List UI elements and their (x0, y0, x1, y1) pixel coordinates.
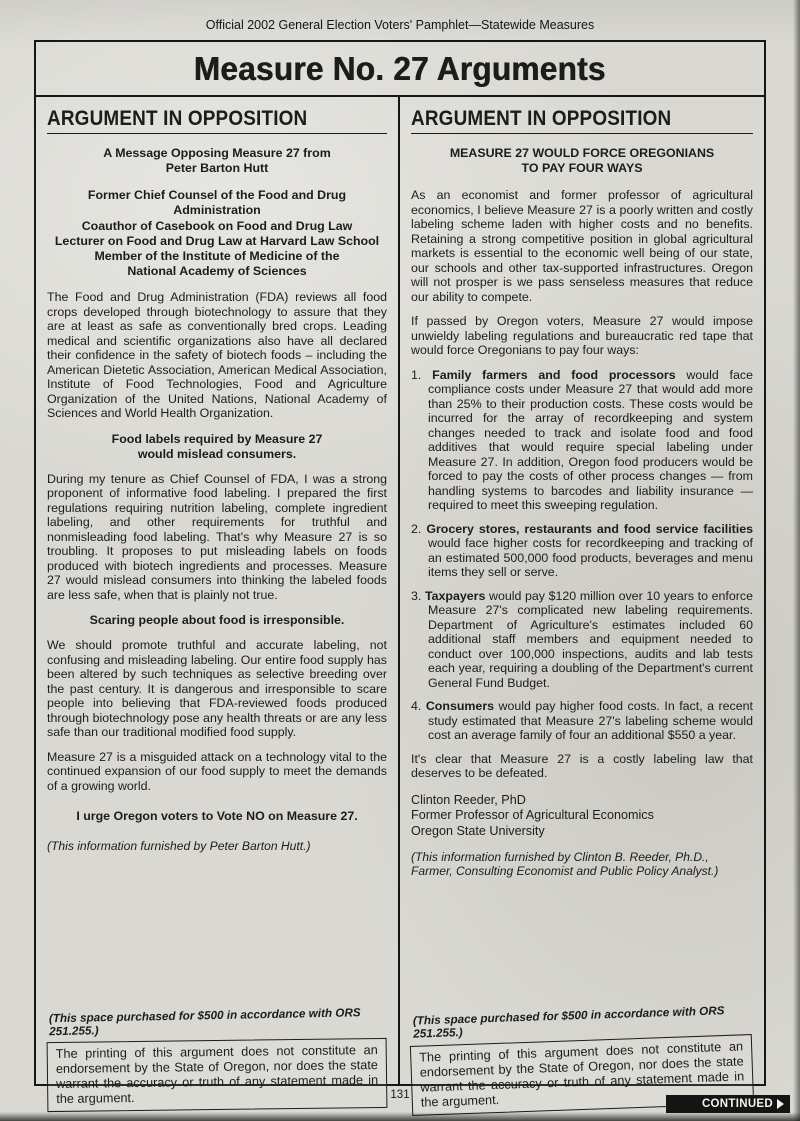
list-item (411, 589, 753, 691)
continued-arrow-icon (777, 1099, 784, 1109)
list-text: would pay higher food costs. In fact, a recent study estimated that Measure 27's labeling scheme would cost an average family of four an additional $550 a year. (428, 699, 753, 743)
heading-rule-left (47, 133, 387, 134)
author-credentials (47, 188, 387, 279)
disclaimer-text: The printing of this argument does not constitute an endorsement by the State of Oregon, nor does the state warrant the accuracy or truth of any statement made in the argument. (419, 1039, 745, 1110)
list-item (411, 368, 753, 513)
message-title-line1: A Message Opposing Measure 27 from (103, 146, 331, 160)
page-number: 131 (390, 1089, 410, 1101)
paragraph: If passed by Oregon voters, Measure 27 would impose unwieldy labeling regulations and bureaucratic red tape that would force Oregonians to pay four ways: (411, 314, 753, 358)
scan-edge-bottom (0, 1112, 800, 1121)
list-text: would face higher costs for recordkeeping and tracking of an estimated 500,000 food products, beverages and menu items they sell or serve. (428, 536, 753, 580)
paragraph: We should promote truthful and accurate labeling, not confusing and misleading labeling. Our entire food supply has been altered by such techniques as selective breeding over the past century. It is dangerous and irresponsible to scare people into believing that FDA-reviewed foods produced through biotechnology pose any health threats or are any less safe than our traditional modified food supply. (47, 638, 387, 740)
signature-title: Former Professor of Agricultural Economics (411, 808, 654, 823)
list-number: 4. (411, 699, 422, 714)
continued-label: CONTINUED (701, 1098, 773, 1110)
continued-bar (666, 1095, 790, 1113)
section-heading-line1: Food labels required by Measure 27 (111, 431, 323, 446)
paragraph: Measure 27 is a misguided attack on a technology vital to the continued expansion of our food supply to meet the demands of a growing world. (47, 749, 387, 793)
list-text: would pay $120 million over 10 years to enforce Measure 27's complicated new labeling requirements. Department of Agriculture's estimates included 60 additional staff members and equipment needed to conduct over 100,000 inspections, audits and lab tests each year, requiring a doubling of the Department's current General Fund Budget. (428, 588, 753, 690)
left-bottom-block (47, 1006, 387, 1110)
paragraph: During my tenure as Chief Counsel of FDA, I was a strong proponent of informative food labeling. I prepared the first regulations requiring nutrition labeling, complete ingredient labeling, and other requirements for truthful and nonmisleading food labeling. That's why Measure 27 is so troubling. It proposes to put misleading labels on foods produced with biotech ingredients and processes. Measure 27 would mislead consumers into thinking the labeled foods are less safe, when that is plainly not true. (47, 471, 387, 602)
argument-heading-right (411, 106, 753, 131)
section-heading: Scaring people about food is irresponsible. (89, 613, 345, 628)
disclaimer-text: The printing of this argument does not constitute an endorsement by the State of Oregon, nor does the state warrant the accuracy or truth of any statement made in the argument. (55, 1043, 379, 1106)
credential-line: National Academy of Sciences (127, 263, 307, 278)
argument-heading-right-text: ARGUMENT IN OPPOSITION (411, 106, 672, 130)
list-lead: Taxpayers (424, 588, 486, 603)
signature-block (411, 793, 753, 840)
pamphlet-header: Official 2002 General Election Voters' Pamphlet—Statewide Measures (205, 18, 595, 32)
section-title (411, 146, 753, 176)
paragraph: The Food and Drug Administration (FDA) reviews all food crops developed through biotechnology to assure that they are at least as safe as conventionally bred crops. Leading medical and scientific organizations also have all declared their confidence in the safety of biotech foods – including the American Dietetic Association, American Medical Association, Institute of Food Technologies, Food and Agriculture Organization of the United Nations, National Academy of Sciences and World Health Organization. (47, 290, 387, 420)
list-number: 1. (411, 367, 422, 382)
signature-org: Oregon State University (411, 823, 545, 838)
paragraph: It's clear that Measure 27 is a costly labeling law that deserves to be defeated. (411, 751, 753, 781)
author-name: Peter Barton Hutt (165, 161, 269, 176)
furnished-note: (This information furnished by Clinton B. Reeder, Ph.D., Farmer, Consulting Economist and Public Policy Analyst.) (411, 849, 719, 879)
argument-heading-left-text: ARGUMENT IN OPPOSITION (47, 106, 308, 130)
list-number: 3. (411, 588, 422, 603)
signature-name: Clinton Reeder, PhD (411, 792, 526, 807)
scan-edge-right (793, 0, 800, 1121)
credential-line: Member of the Institute of Medicine of the (94, 248, 340, 263)
credential-line: Former Chief Counsel of the Food and Drug Administration (87, 188, 347, 218)
urge-line: I urge Oregon voters to Vote NO on Measure 27. (76, 809, 358, 824)
section-title-line1: MEASURE 27 WOULD FORCE OREGONIANS (449, 146, 715, 160)
measure-title-bar (36, 42, 764, 97)
purchase-note: (This space purchased for $500 in accordance with ORS 251.255.) (412, 1004, 725, 1041)
purchase-note: (This space purchased for $500 in accordance with ORS 251.255.) (48, 1006, 361, 1039)
argument-heading-left (47, 106, 387, 131)
list-lead: Grocery stores, restaurants and food service facilities (426, 521, 753, 536)
credential-line: Lecturer on Food and Drug Law at Harvard Law School (54, 233, 380, 248)
section-title-line2: TO PAY FOUR WAYS (521, 161, 643, 176)
disclaimer-box (47, 1038, 388, 1112)
section-heading (47, 432, 387, 462)
section-heading-line2: would mislead consumers. (137, 446, 297, 461)
furnished-note: (This information furnished by Peter Barton Hutt.) (47, 838, 311, 853)
list-number: 2. (411, 521, 422, 536)
message-title (47, 146, 387, 176)
credential-line: Coauthor of Casebook on Food and Drug Law (81, 218, 353, 233)
list-lead: Consumers (425, 699, 495, 714)
list-item (411, 699, 753, 743)
list-text: would face compliance costs under Measure 27 that would add more than 25% to their production costs. These costs would be incurred for the array of recordkeeping and system changes needed to track and isolate food and food additives that would require special labeling under Measure 27. In addition, Oregon food producers would be forced to pay the costs of other process changes — from handling systems to barcodes and liability insurance — required to meet this sweeping regulation. (428, 367, 753, 513)
measure-title: Measure No. 27 Arguments (194, 49, 606, 87)
list-lead: Family farmers and food processors (432, 367, 676, 382)
list-item (411, 522, 753, 580)
paragraph: As an economist and former professor of agricultural economics, I believe Measure 27 is a poorly written and costly labeling scheme laden with higher costs and no benefits. Retaining a strong competitive position in global agricultural markets is essential to the economic well being of our state, our schools and other tax-supported infrastructures. Oregon will not prosper is we pass senseless measures that reduce our ability to compete. (411, 188, 753, 304)
heading-rule-right (411, 133, 753, 134)
